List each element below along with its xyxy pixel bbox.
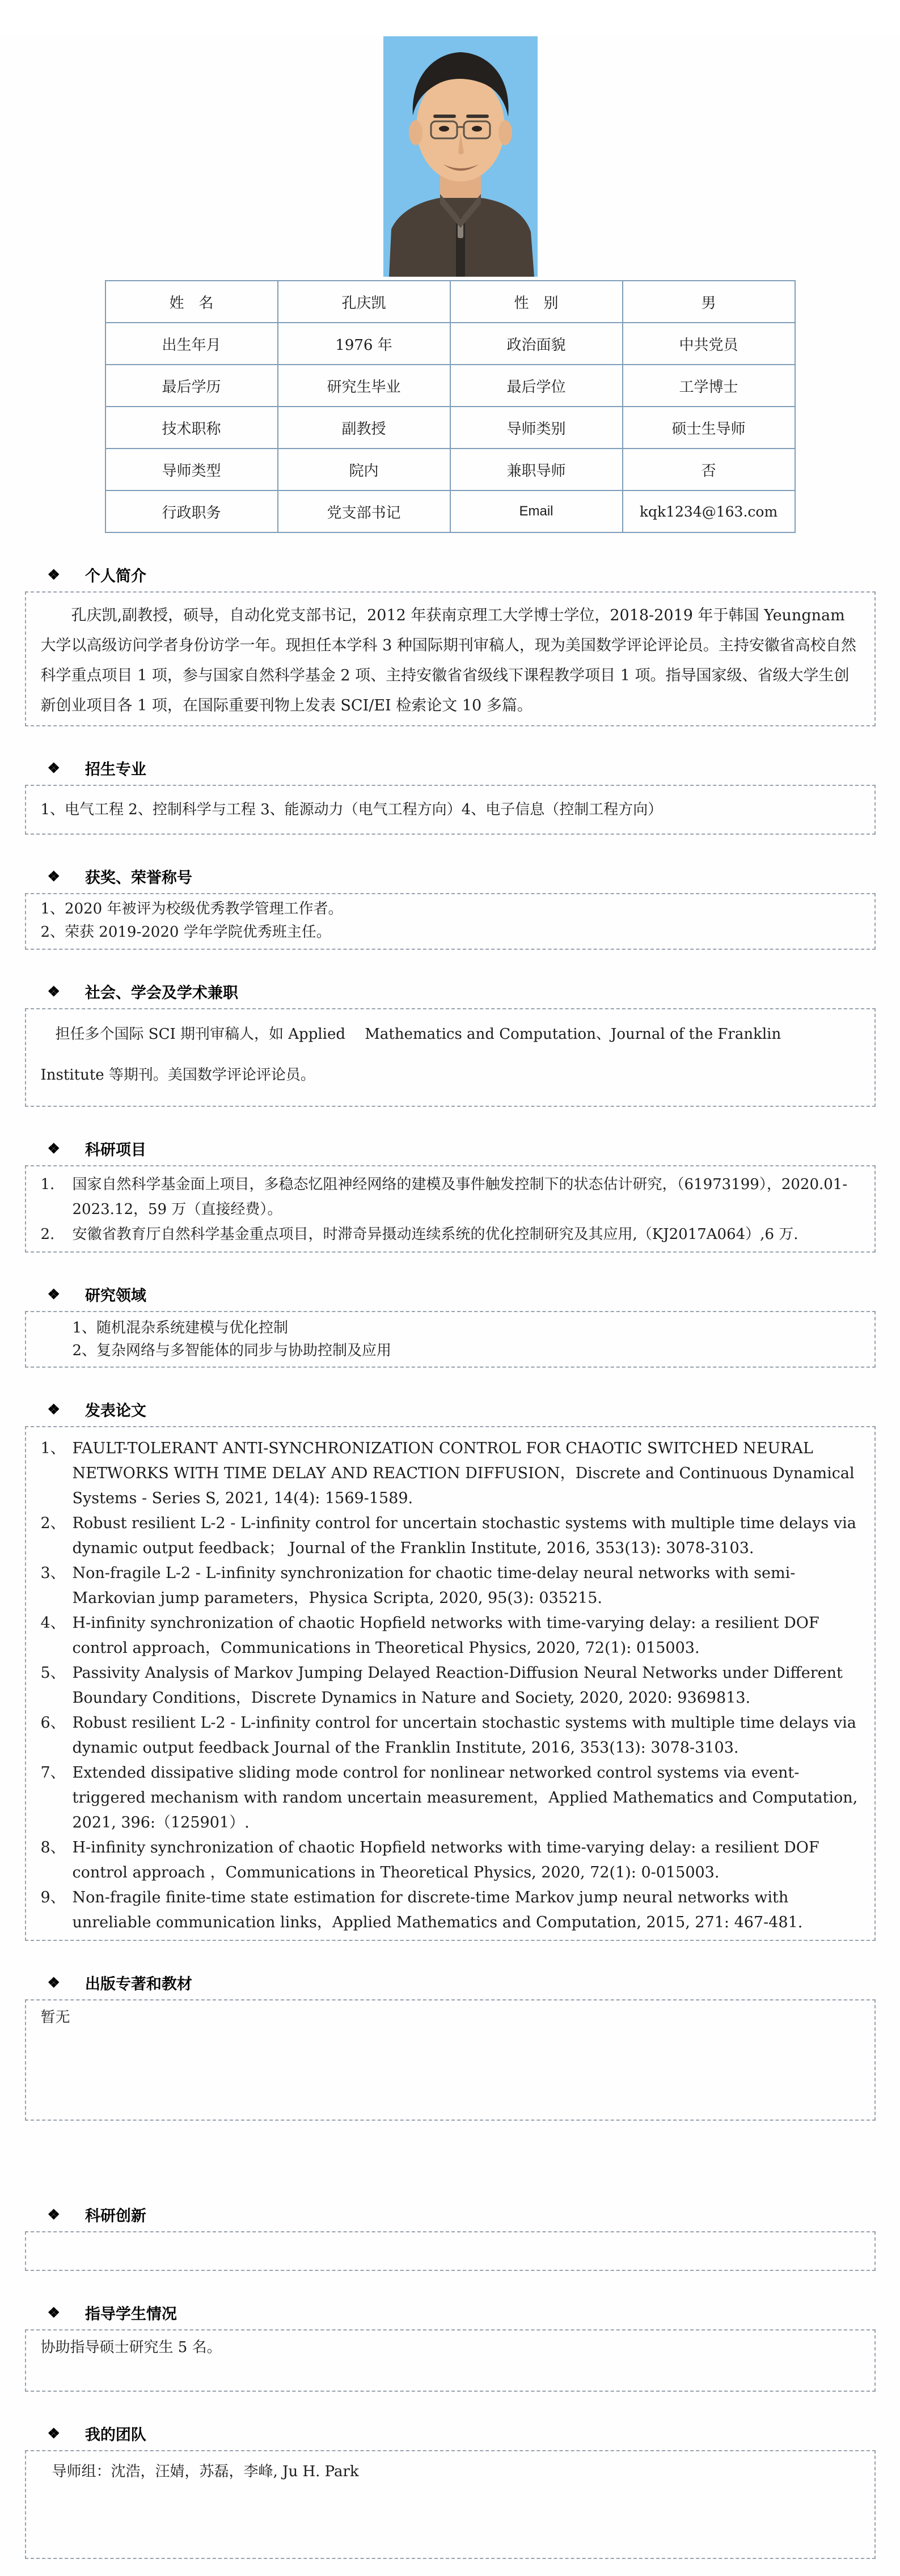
field-label: 最后学历 <box>105 365 278 407</box>
field-value: 研究生毕业 <box>278 365 450 407</box>
diamond-bullet-icon: ❖ <box>47 2425 60 2442</box>
field-label: 政治面貌 <box>450 323 623 365</box>
item-marker: 1. <box>40 1176 55 1193</box>
field-label: 导师类型 <box>105 449 278 490</box>
item-marker: 1、 <box>40 1440 66 1457</box>
field-value: 硕士生导师 <box>623 407 795 449</box>
students-box <box>25 2329 876 2392</box>
field-label: 技术职称 <box>105 407 278 449</box>
publication-text: H-infinity synchronization of chaotic Hopfield networks with time-varying delay: a resilient DOF control approach，Communications in Theoretical Physics, 2020, 72(1): 015003. <box>72 1614 819 1657</box>
field-value: 工学博士 <box>623 365 795 407</box>
profile-text: 孔庆凯,副教授，硕导，自动化党支部书记，2012 年获南京理工大学博士学位，2018-2019 年于韩国 Yeungnam 大学以高级访问学者身份访学一年。现担任本学科 3 种国际期刊审稿人，现为美国数学评论评论员。主持安徽省高校自然科学重点项目 1 项，参与国家自然科学基金 2 项、主持安徽省省级线下课程教学项目 1 项。指导国家级、省级大学生创新创业项目各 1 项，在国际重要刊物上发表 SCI/EI 检索论文 10 多篇。 <box>40 607 856 714</box>
publication-item <box>41 1835 860 1885</box>
portrait-photo-graphic <box>383 36 538 277</box>
diamond-bullet-icon: ❖ <box>47 1974 60 1991</box>
item-marker: 4、 <box>40 1614 66 1632</box>
diamond-bullet-icon: ❖ <box>47 2206 60 2223</box>
section-team <box>25 2422 876 2559</box>
section-heading <box>25 2422 876 2444</box>
diamond-bullet-icon: ❖ <box>47 868 60 885</box>
publications-box <box>25 1426 876 1941</box>
publication-text: FAULT-TOLERANT ANTI-SYNCHRONIZATION CONTROL FOR CHAOTIC SWITCHED NEURAL NETWORKS WITH TIME DELAY AND REACTION DIFFUSION，Discrete and Continuous Dynamical Systems - Series S, 2021, 14(4): 1569-1589. <box>72 1440 855 1507</box>
research-area-line: 2、复杂网络与多智能体的同步与协助控制及应用 <box>72 1342 392 1359</box>
publication-text: H-infinity synchronization of chaotic Hopfield networks with time-varying delay: a resilient DOF control approach ，Communications in Theoretical Physics, 2020, 72(1): 0-015003. <box>72 1839 819 1881</box>
project-text: 安徽省教育厅自然科学基金重点项目，时滞奇异摄动连续系统的优化控制研究及其应用,（KJ2017A064）,6 万. <box>72 1226 798 1243</box>
table-row <box>105 281 795 323</box>
section-enrollment <box>25 757 876 835</box>
item-marker: 5、 <box>40 1664 66 1682</box>
publication-text: Extended dissipative sliding mode control for nonlinear networked control systems via event-triggered mechanism with random uncertain measurement，Applied Mathematics and Computation, 2021, 396:（125901）. <box>72 1764 858 1831</box>
field-label: 最后学位 <box>450 365 623 407</box>
section-title-text: 我的团队 <box>84 2426 146 2444</box>
team-text: 导师组：沈浩，汪婧，苏磊，李峰, Ju H. Park <box>52 2463 359 2480</box>
field-value: 孔庆凯 <box>278 281 450 323</box>
section-heading <box>25 865 876 887</box>
publication-item <box>41 1561 860 1611</box>
table-row <box>105 323 795 365</box>
item-marker: 6、 <box>40 1714 66 1732</box>
item-marker: 9、 <box>40 1889 66 1906</box>
publication-text: Non-fragile finite-time state estimation for discrete-time Markov jump neural networks with unreliable communication links，Applied Mathematics and Computation, 2015, 271: 467-481. <box>72 1889 803 1931</box>
books-text: 暂无 <box>40 2009 70 2026</box>
section-heading <box>25 564 876 586</box>
table-row <box>105 490 795 532</box>
field-label: 姓 名 <box>105 281 278 323</box>
publication-item <box>41 1711 860 1761</box>
memberships-box <box>25 1008 876 1107</box>
diamond-bullet-icon: ❖ <box>47 1140 60 1157</box>
field-label: 导师类别 <box>450 407 623 449</box>
section-heading <box>25 1398 876 1420</box>
diamond-bullet-icon: ❖ <box>47 2304 60 2321</box>
section-research-areas <box>25 1283 876 1368</box>
portrait-photo <box>383 36 538 277</box>
section-title-text: 个人简介 <box>84 568 146 585</box>
section-projects <box>25 1137 876 1253</box>
section-title-text: 科研项目 <box>84 1141 146 1159</box>
award-line: 1、2020 年被评为校级优秀教学管理工作者。 <box>40 900 343 917</box>
diamond-bullet-icon: ❖ <box>47 1286 60 1302</box>
field-value: 党支部书记 <box>278 490 450 532</box>
awards-box <box>25 893 876 950</box>
section-students <box>25 2302 876 2392</box>
innovation-box <box>25 2231 876 2271</box>
books-box <box>25 1999 876 2121</box>
field-value: 中共党员 <box>623 323 795 365</box>
students-text: 协助指导硕士研究生 5 名。 <box>40 2339 222 2356</box>
field-value: 副教授 <box>278 407 450 449</box>
publication-item <box>41 1885 860 1935</box>
email-value: kqk1234@163.com <box>623 490 795 532</box>
table-row <box>105 449 795 490</box>
item-marker: 7、 <box>40 1764 66 1782</box>
item-marker: 3、 <box>40 1564 66 1582</box>
publication-item <box>41 1436 860 1511</box>
project-item <box>41 1172 860 1222</box>
item-marker: 2、 <box>40 1515 66 1532</box>
section-innovation <box>25 2203 876 2271</box>
section-title-text: 社会、学会及学术兼职 <box>84 984 238 1002</box>
enrollment-text: 1、电气工程 2、控制科学与工程 3、能源动力（电气工程方向）4、电子信息（控制工程方向） <box>40 801 663 818</box>
memberships-text: 担任多个国际 SCI 期刊审稿人，如 Applied Mathematics and Computation、Journal of the Franklin Institute 等期刊。美国数学评论评论员。 <box>40 1026 801 1084</box>
research-area-line: 1、随机混杂系统建模与优化控制 <box>72 1319 289 1336</box>
faculty-profile-page <box>0 36 900 2576</box>
section-heading <box>25 1137 876 1160</box>
field-value: 1976 年 <box>278 323 450 365</box>
section-title-text: 出版专著和教材 <box>84 1976 192 1993</box>
table-row <box>105 365 795 407</box>
diamond-bullet-icon: ❖ <box>47 1401 60 1418</box>
field-label: 兼职导师 <box>450 449 623 490</box>
team-box <box>25 2450 876 2559</box>
project-text: 国家自然科学基金面上项目，多稳态忆阻神经网络的建模及事件触发控制下的状态估计研究，（61973199），2020.01-2023.12，59 万（直接经费）。 <box>72 1176 848 1218</box>
field-value: 院内 <box>278 449 450 490</box>
diamond-bullet-icon: ❖ <box>47 566 60 583</box>
section-profile <box>25 564 876 726</box>
research-areas-box <box>25 1311 876 1368</box>
field-label: 出生年月 <box>105 323 278 365</box>
publication-text: Passivity Analysis of Markov Jumping Delayed Reaction-Diffusion Neural Networks under Different Boundary Conditions，Discrete Dynamics in Nature and Society, 2020, 2020: 9369813. <box>72 1664 843 1707</box>
item-marker: 2. <box>40 1226 55 1243</box>
enrollment-box <box>25 785 876 835</box>
publication-item <box>41 1761 860 1835</box>
field-value: 男 <box>623 281 795 323</box>
section-heading <box>25 2203 876 2226</box>
section-heading <box>25 2302 876 2324</box>
section-books <box>25 1972 876 2121</box>
publication-item <box>41 1511 860 1561</box>
project-item <box>41 1222 860 1247</box>
section-memberships <box>25 980 876 1107</box>
field-value: 否 <box>623 449 795 490</box>
section-title-text: 研究领域 <box>84 1287 146 1305</box>
projects-box <box>25 1165 876 1253</box>
field-label: 性 别 <box>450 281 623 323</box>
item-marker: 8、 <box>40 1839 66 1856</box>
section-publications <box>25 1398 876 1941</box>
section-title-text: 招生专业 <box>84 761 146 779</box>
profile-box <box>25 591 876 726</box>
section-heading <box>25 1283 876 1305</box>
section-heading <box>25 980 876 1003</box>
publication-text: Robust resilient L-2 - L-infinity control for uncertain stochastic systems with multiple time delays via dynamic output feedback； Journal of the Franklin Institute, 2016, 353(13): 3078-3103. <box>72 1515 856 1557</box>
publication-text: Robust resilient L-2 - L-infinity control for uncertain stochastic systems with multiple time delays via dynamic output feedback Journal of the Franklin Institute, 2016, 353(13): 3078-3103. <box>72 1714 856 1757</box>
award-line: 2、荣获 2019-2020 学年学院优秀班主任。 <box>40 924 331 941</box>
section-title-text: 发表论文 <box>84 1402 146 1420</box>
table-row <box>105 407 795 449</box>
field-label: 行政职务 <box>105 490 278 532</box>
section-title-text: 科研创新 <box>84 2207 146 2225</box>
diamond-bullet-icon: ❖ <box>47 760 60 776</box>
section-title-text: 指导学生情况 <box>84 2306 177 2323</box>
publication-item <box>41 1661 860 1711</box>
section-awards <box>25 865 876 950</box>
diamond-bullet-icon: ❖ <box>47 983 60 1000</box>
section-heading <box>25 1972 876 1994</box>
profile-sections <box>25 564 876 2559</box>
field-label-email: Email <box>450 490 623 532</box>
publication-text: Non-fragile L-2 - L-infinity synchronization for chaotic time-delay neural networks with semi-Markovian jump parameters，Physica Scripta, 2020, 95(3): 035215. <box>72 1564 796 1607</box>
section-heading <box>25 757 876 779</box>
section-title-text: 获奖、荣誉称号 <box>84 869 192 887</box>
personal-info-table <box>105 280 796 533</box>
publication-item <box>41 1611 860 1661</box>
